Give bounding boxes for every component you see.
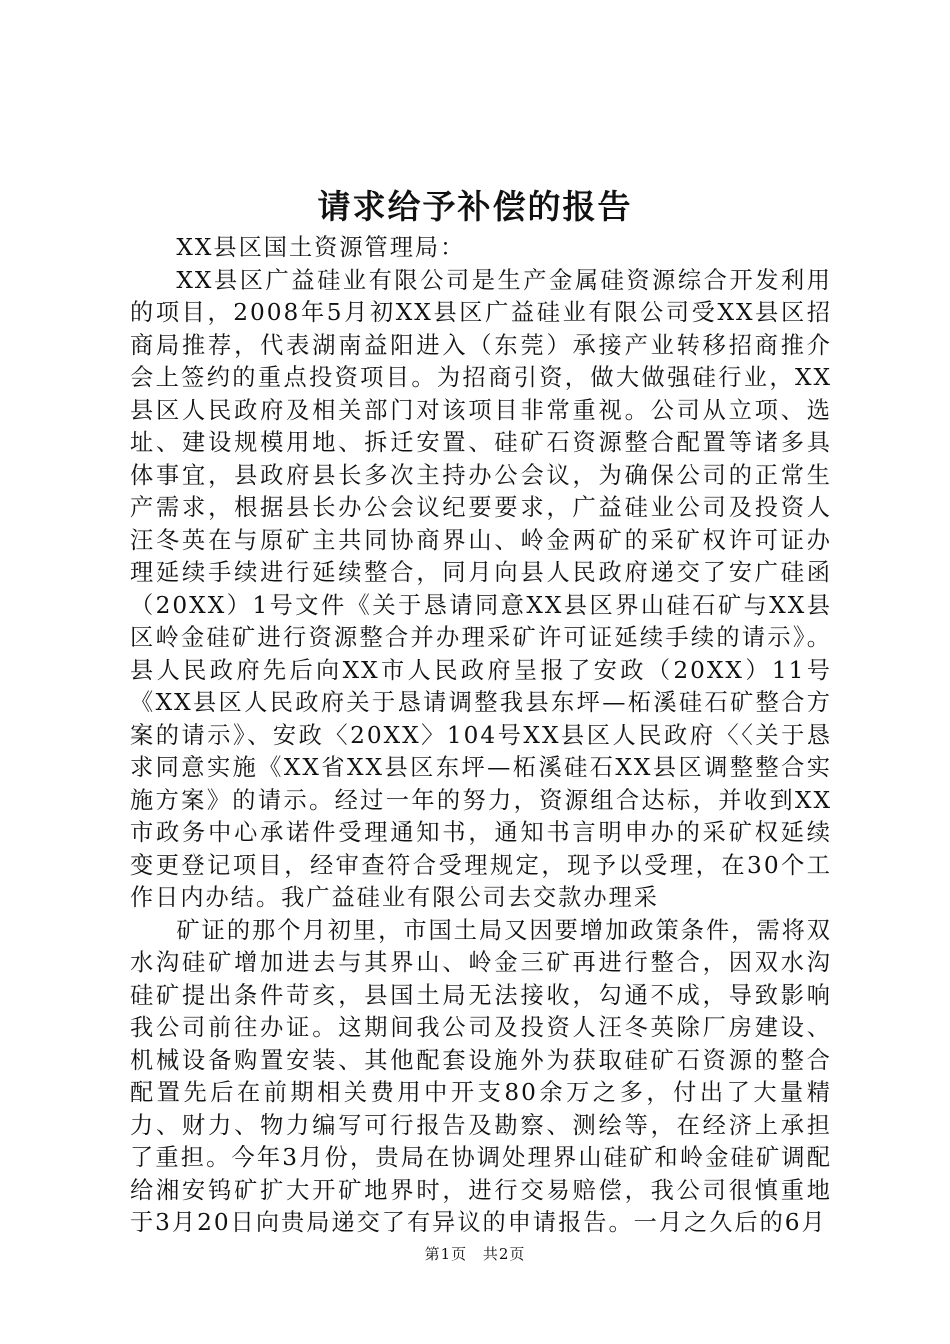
- document-title: 请求给予补偿的报告: [317, 187, 633, 226]
- paragraph-1: XX县区广益硅业有限公司是生产金属硅资源综合开发利用的项目，2008年5月初XX县区广益硅业有限公司受XX县区招商局推荐，代表湖南益阳进入（东莞）承接产业转移招商推介会上签约的重点投资项目。为招商引资，做大做强硅行业，XX县区人民政府及相关部门对该项目非常重视。公司从立项、选址、建设规模用地、拆迁安置、硅矿石资源整合配置等诸多具体事宜，县政府县长多次主持办公会议，为确保公司的正常生产需求，根据县长办公会议纪要要求，广益硅业公司及投资人汪冬英在与原矿主共同协商界山、岭金两矿的采矿权许可证办理延续手续进行延续整合，同月向县人民政府递交了安广硅函（20XX）1号文件《关于恳请同意XX县区界山硅石矿与XX县区岭金硅矿进行资源整合并办理采矿许可证延续手续的请示》。县人民政府先后向XX市人民政府呈报了安政（20XX）11号《XX县区人民政府关于恳请调整我县东坪—柘溪硅石矿整合方案的请示》、安政〈20XX〉104号XX县区人民政府〈〈关于恳求同意实施《XX省XX县区东坪—柘溪硅石XX县区调整整合实施方案》的请示。经过一年的努力，资源组合达标，并收到XX市政务中心承诺件受理通知书，通知书言明申办的采矿权延续变更登记项目，经审查符合受理规定，现予以受理，在30个工作日内办结。我广益硅业有限公司去交款办理采: [130, 266, 832, 911]
- salutation: XX县区国土资源管理局：: [176, 234, 466, 261]
- page-footer: [0, 1244, 950, 1264]
- paragraph-2: 矿证的那个月初里，市国土局又因要增加政策条件，需将双水沟硅矿增加进去与其界山、岭金三矿再进行整合，因双水沟硅矿提出条件苛亥，县国土局无法接收，勾通不成，导致影响我公司前往办证。这期间我公司及投资人汪冬英除厂房建设、机械设备购置安装、其他配套设施外为获取硅矿石资源的整合配置先后在前期相关费用中开支80余万之多，付出了大量精力、财力、物力编写可行报告及勘察、测绘等，在经济上承担了重担。今年3月份，贵局在协调处理界山硅矿和岭金硅矿调配给湘安钨矿扩大开矿地界时，进行交易赔偿，我公司很慎重地于3月20日向贵局递交了有异议的申请报告。一月之久后的6月: [130, 916, 832, 1236]
- document-body: [130, 232, 832, 1240]
- page-number: 第1页: [424, 1245, 468, 1263]
- page-total: 共2页: [482, 1245, 526, 1263]
